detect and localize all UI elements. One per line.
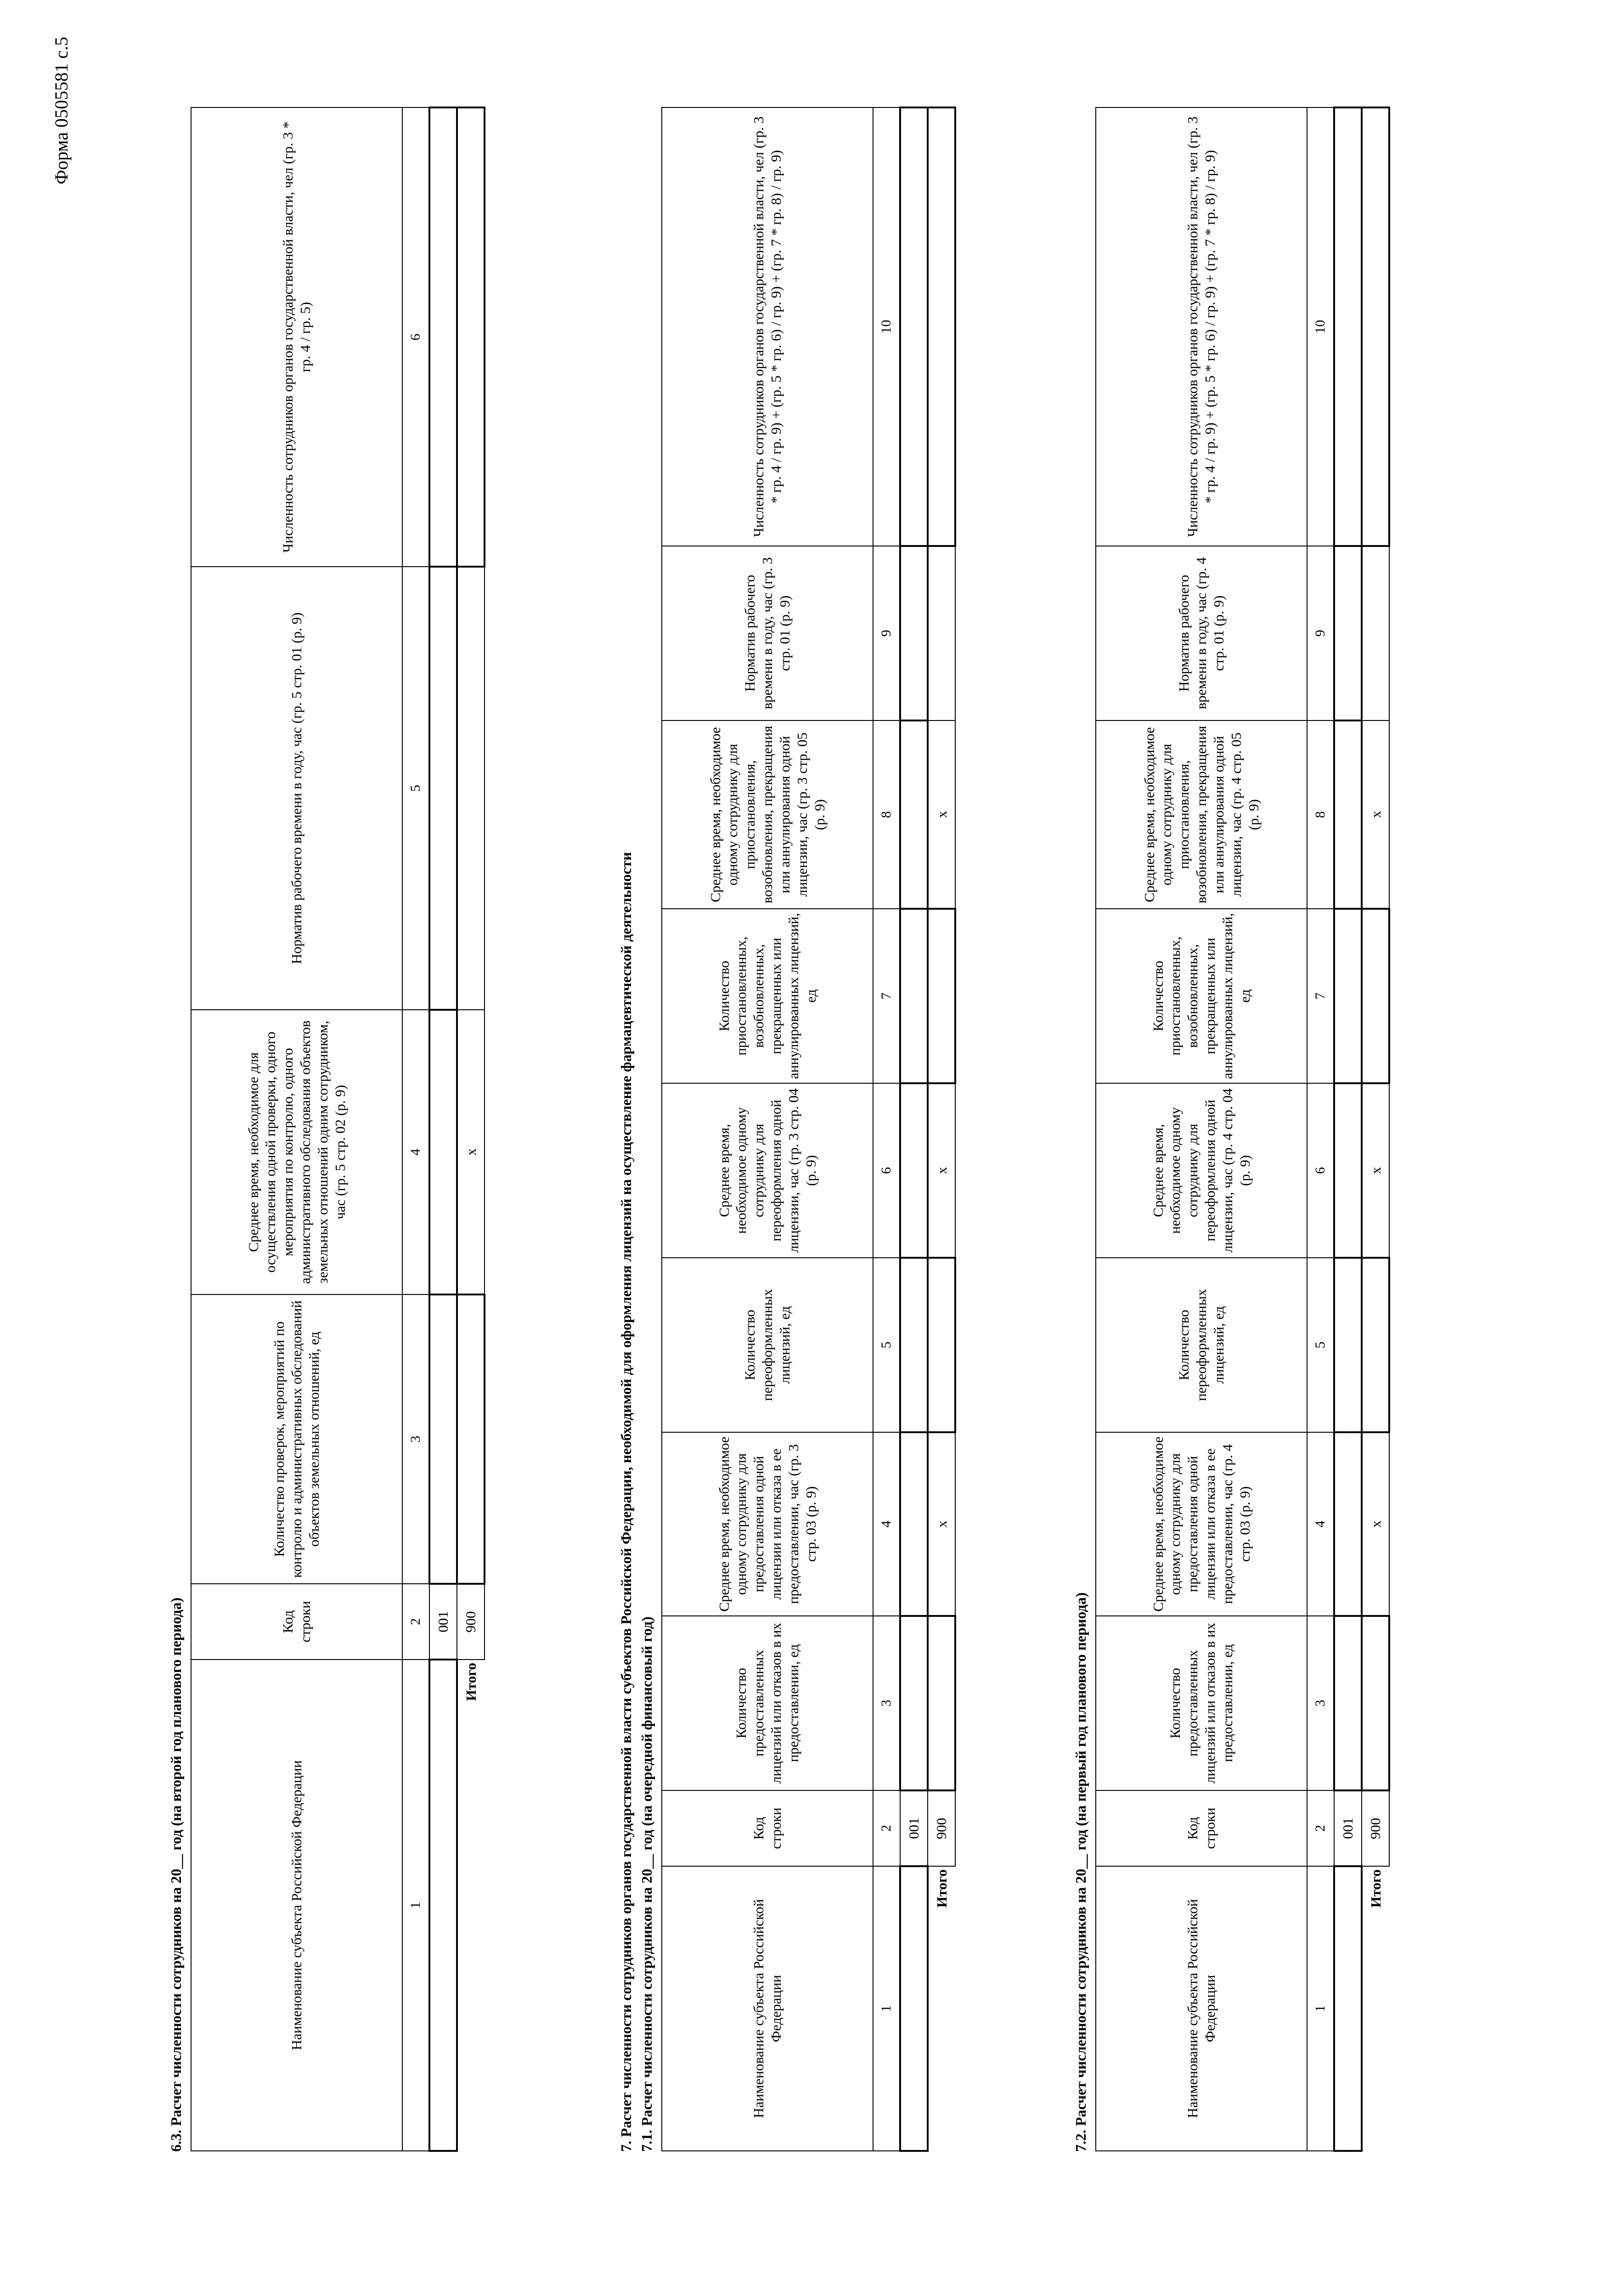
table-row (900, 107, 928, 2151)
table-row (1334, 107, 1362, 2151)
input-cell[interactable] (900, 720, 928, 909)
col-header-reissue-time: Среднее время, необходимое одному сотруднику для переоформления одной лицензии, час (гр. 4 стр. 04 (р. 9) (1096, 1083, 1307, 1258)
na-mark: x (1362, 1083, 1389, 1258)
input-cell[interactable] (429, 1010, 457, 1294)
total-row (1362, 107, 1389, 2151)
col-header-code: Код строки (1096, 1790, 1307, 1866)
na-mark: x (1362, 1432, 1389, 1616)
input-cell[interactable] (1334, 1083, 1362, 1258)
input-cell[interactable] (900, 546, 928, 720)
col-header-suspend-time: Среднее время, необходимое одному сотруднику для приостановления, возобновления, прекращения или аннулирования одной лицензии, час (гр. 3 стр. 05 (р. 9) (662, 720, 873, 909)
col-header-staff: Численность сотрудников органов государственной власти, чел (гр. 3 * гр. 4 / гр. 9) + (гр. 5 * гр. 6) / гр. 9) + (гр. 7 * гр. 8) / гр. 9) (662, 107, 873, 546)
col-header-norm-time: Норматив рабочего времени в году, час (гр. 3 стр. 01 (р. 9) (662, 546, 873, 720)
input-cell[interactable] (1362, 107, 1389, 546)
col-number: 3 (1307, 1616, 1334, 1790)
col-header-region: Наименование субъекта Российской Федерации (1096, 1866, 1307, 2151)
col-header-suspended: Количество приостановленных, возобновленных, прекращенных или аннулированных лицензий, ед (662, 909, 873, 1083)
empty-cell (457, 567, 485, 1010)
input-cell[interactable] (900, 1616, 928, 1790)
col-header-issue-time: Среднее время, необходимое одному сотруднику для предоставления одной лицензии или отказа в ее предоставлении, час (гр. 3 стр. 03 (р. 9) (662, 1432, 873, 1616)
form-code: Форма 0505581 с.5 (51, 37, 72, 185)
na-mark: x (928, 720, 955, 909)
total-code: 900 (457, 1584, 485, 1660)
col-number: 10 (873, 107, 900, 546)
col-number: 1 (402, 1660, 429, 2151)
col-header-staff: Численность сотрудников органов государственной власти, чел (гр. 3 * гр. 4 / гр. 5) (191, 107, 402, 567)
total-row (928, 107, 955, 2151)
col-number: 5 (402, 567, 429, 1010)
section-7-2-title: 7.2. Расчет численности сотрудников на 20__ год (на первый год планового периода) (1072, 1592, 1089, 2152)
section-7-1-title: 7.1. Расчет численности сотрудников на 20__ год (на очередной финансовый год) (638, 1616, 655, 2152)
col-number: 6 (402, 107, 429, 567)
col-number: 5 (873, 1258, 900, 1432)
input-cell[interactable] (1334, 1616, 1362, 1790)
col-header-staff: Численность сотрудников органов государственной власти, чел (гр. 3 * гр. 4 / гр. 9) + (гр. 5 * гр. 6) / гр. 9) + (гр. 7 * гр. 8) / гр. 9) (1096, 107, 1307, 546)
col-number: 2 (873, 1790, 900, 1866)
col-header-issued: Количество предоставленных лицензий или отказов в их предоставлении, ед (1096, 1616, 1307, 1790)
col-header-reissued: Количество переоформленных лицензий, ед (1096, 1258, 1307, 1432)
input-cell[interactable] (1334, 546, 1362, 720)
total-code: 900 (1362, 1790, 1389, 1866)
col-number: 8 (873, 720, 900, 909)
total-code: 900 (928, 1790, 955, 1866)
col-header-norm-time: Норматив рабочего времени в году, час (гр. 4 стр. 01 (р. 9) (1096, 546, 1307, 720)
empty-cell (928, 546, 955, 720)
section-6-3-title: 6.3. Расчет численности сотрудников на 20__ год (на второй год планового периода) (168, 1597, 184, 2152)
col-number: 3 (402, 1294, 429, 1584)
na-mark: x (1362, 720, 1389, 909)
input-cell[interactable] (1362, 1258, 1389, 1432)
input-cell[interactable] (457, 1294, 485, 1584)
row-code: 001 (429, 1584, 457, 1660)
row-code: 001 (1334, 1790, 1362, 1866)
table-row (429, 107, 457, 2151)
col-number: 2 (1307, 1790, 1334, 1866)
col-number: 6 (1307, 1083, 1334, 1258)
input-cell[interactable] (457, 107, 485, 567)
col-number: 6 (873, 1083, 900, 1258)
col-number: 7 (1307, 909, 1334, 1083)
input-cell[interactable] (1334, 909, 1362, 1083)
col-number: 9 (873, 546, 900, 720)
col-header-issued: Количество предоставленных лицензий или отказов в их предоставлении, ед (662, 1616, 873, 1790)
input-cell[interactable] (900, 1258, 928, 1432)
col-header-issue-time: Среднее время, необходимое одному сотруднику для предоставления одной лицензии или отказа в ее предоставлении, час (гр. 4 стр. 03 (р. 9) (1096, 1432, 1307, 1616)
total-label: Итого (463, 1663, 479, 1701)
table-7-1 (661, 107, 956, 2152)
col-header-norm-time: Норматив рабочего времени в году, час (гр. 5 стр. 01 (р. 9) (191, 567, 402, 1010)
col-header-code: Код строки (662, 1790, 873, 1866)
input-cell[interactable] (1334, 1258, 1362, 1432)
col-number: 1 (873, 1866, 900, 2151)
input-cell[interactable] (900, 107, 928, 546)
input-cell[interactable] (928, 1258, 955, 1432)
col-number: 4 (873, 1432, 900, 1616)
col-number: 9 (1307, 546, 1334, 720)
input-cell[interactable] (1362, 1616, 1389, 1790)
na-mark: x (928, 1083, 955, 1258)
col-number: 3 (873, 1616, 900, 1790)
input-cell[interactable] (928, 1616, 955, 1790)
na-mark: x (928, 1432, 955, 1616)
col-header-inspections: Количество проверок, мероприятий по контролю и административных обследований объектов земельных отношений, ед (191, 1294, 402, 1584)
col-number: 5 (1307, 1258, 1334, 1432)
total-row (457, 107, 485, 2151)
empty-cell (1362, 546, 1389, 720)
input-cell[interactable] (429, 1294, 457, 1584)
col-header-avg-time: Среднее время, необходимое для осуществления одной проверки, одного мероприятия по контролю, одного административного обследования объектов земельных отношений одним сотрудником, час (гр. 5 стр. 02 (р. 9) (191, 1010, 402, 1294)
col-number: 4 (1307, 1432, 1334, 1616)
input-cell[interactable] (429, 567, 457, 1010)
col-number: 1 (1307, 1866, 1334, 2151)
input-cell[interactable] (429, 107, 457, 567)
total-label: Итого (934, 1869, 950, 1908)
input-cell[interactable] (1334, 107, 1362, 546)
col-header-reissued: Количество переоформленных лицензий, ед (662, 1258, 873, 1432)
input-cell[interactable] (928, 107, 955, 546)
input-cell[interactable] (900, 1083, 928, 1258)
input-cell[interactable] (429, 1660, 457, 2151)
col-number: 2 (402, 1584, 429, 1660)
na-mark: x (457, 1010, 485, 1294)
table-7-2 (1095, 107, 1390, 2152)
input-cell[interactable] (1334, 720, 1362, 909)
col-number: 10 (1307, 107, 1334, 546)
col-number: 8 (1307, 720, 1334, 909)
col-number: 7 (873, 909, 900, 1083)
input-cell[interactable] (900, 1866, 928, 2151)
input-cell[interactable] (900, 1432, 928, 1616)
col-number: 4 (402, 1010, 429, 1294)
col-header-reissue-time: Среднее время, необходимое одному сотруднику для переоформления одной лицензии, час (гр. 3 стр. 04 (р. 9) (662, 1083, 873, 1258)
input-cell[interactable] (1334, 1432, 1362, 1616)
input-cell[interactable] (1362, 909, 1389, 1083)
col-header-suspend-time: Среднее время, необходимое одному сотруднику для приостановления, возобновления, прекращения или аннулирования одной лицензии, час (гр. 4 стр. 05 (р. 9) (1096, 720, 1307, 909)
section-7-title: 7. Расчет численности сотрудников органов государственной власти субъектов Российской Федерации, необходимой для оформления лицензий на осуществление фармацевтической деятельности (618, 852, 634, 2152)
input-cell[interactable] (900, 909, 928, 1083)
input-cell[interactable] (1334, 1866, 1362, 2151)
input-cell[interactable] (928, 909, 955, 1083)
col-header-region: Наименование субъекта Российской Федерации (191, 1660, 402, 2151)
total-label: Итого (1368, 1869, 1384, 1908)
table-6-3 (191, 107, 485, 2152)
col-header-suspended: Количество приостановленных, возобновленных, прекращенных или аннулированных лицензий, ед (1096, 909, 1307, 1083)
col-header-region: Наименование субъекта Российской Федерации (662, 1866, 873, 2151)
row-code: 001 (900, 1790, 928, 1866)
col-header-code: Код строки (191, 1584, 402, 1660)
